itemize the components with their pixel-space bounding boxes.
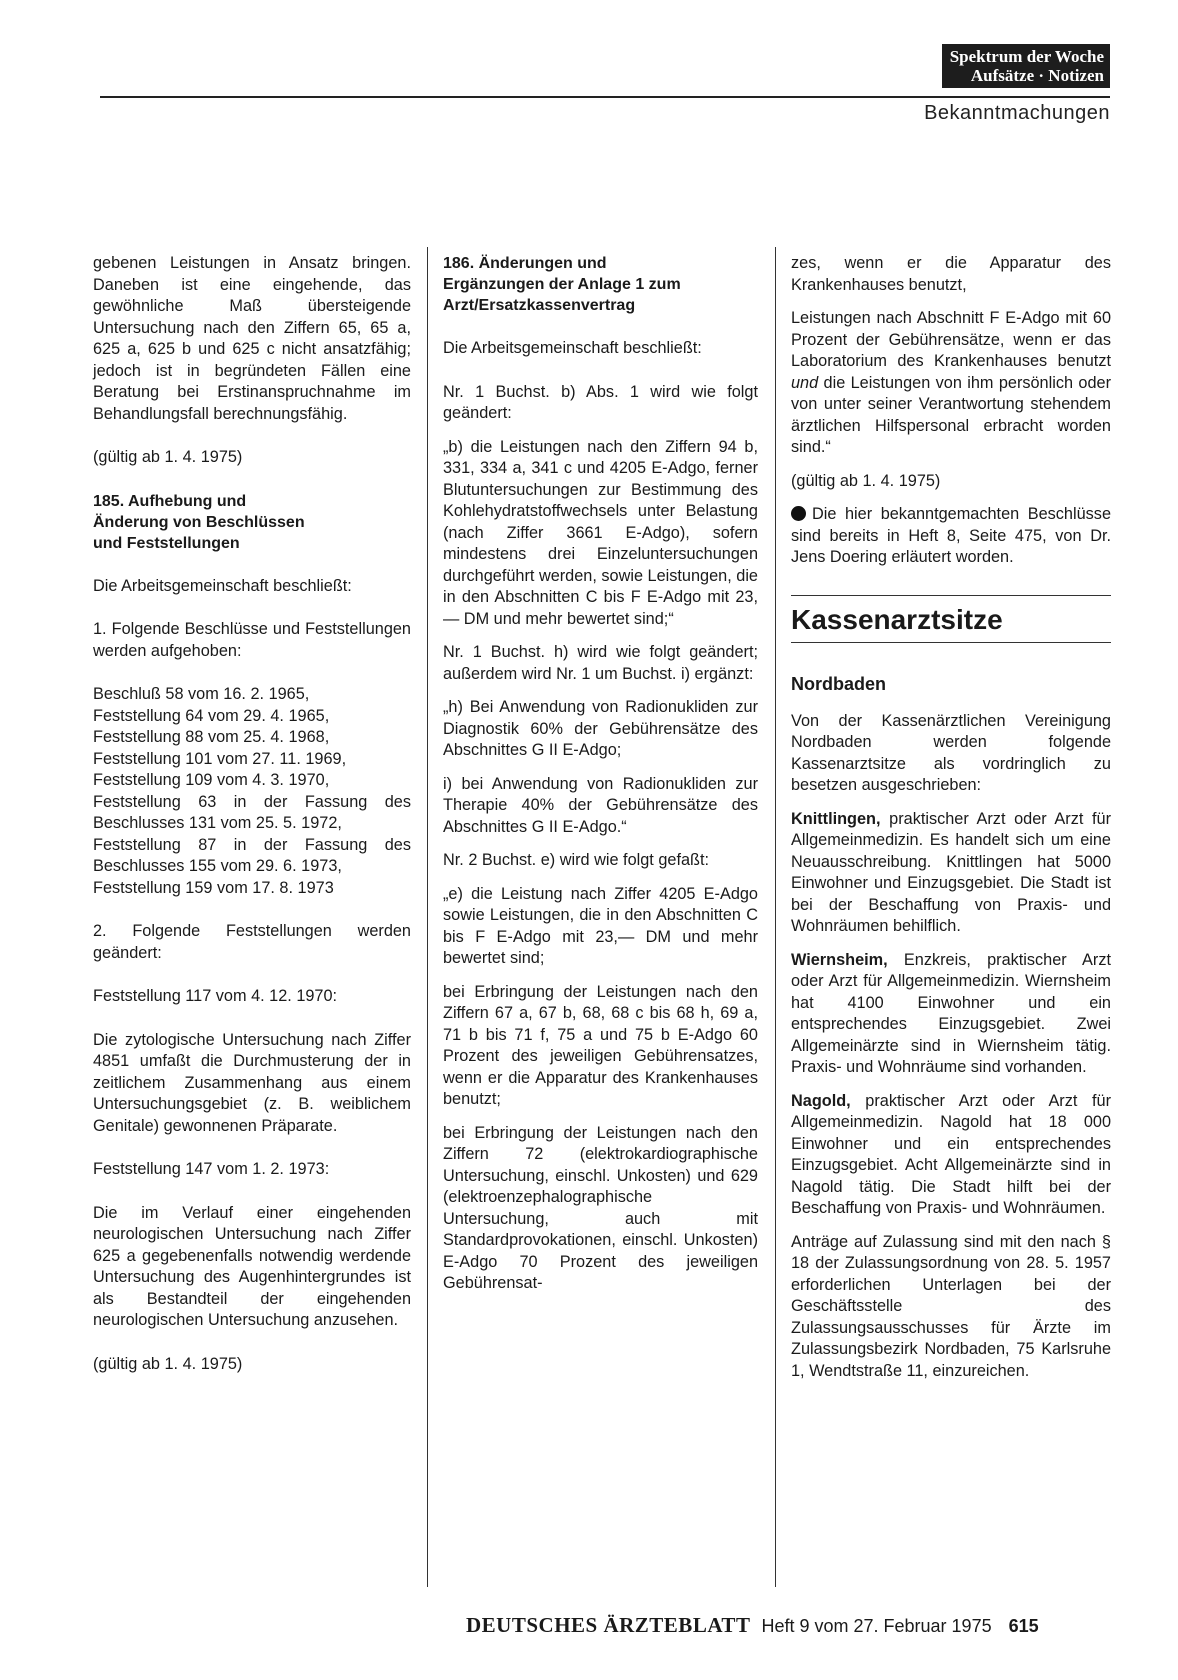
heading-line: 186. Änderungen und (443, 255, 607, 272)
listing-text: Enzkreis, praktischer Arzt oder Arzt für Allgemeinmedizin. Wiernsheim hat 4100 Einwohner und ein entsprechendes Einzugsgebiet. Zwei Allgemeinärzte sind in Wiernsheim tätig. Praxis- und Wohnräume sind vorhanden. (791, 950, 1111, 1076)
paragraph: „e) die Leistung nach Ziffer 4205 E-Adgo sowie Leistungen, die in den Abschnitten C bis F E-Adgo mit 23,— DM und mehr bewertet sind; (443, 884, 758, 967)
section-badge (942, 44, 1110, 88)
place-name: Wiernsheim, (791, 950, 888, 969)
paragraph: Nr. 1 Buchst. h) wird wie folgt geändert; außerdem wird Nr. 1 um Buchst. i) ergänzt: (443, 643, 758, 683)
paragraph: Nr. 1 Buchst. b) Abs. 1 wird wie folgt geändert: (443, 382, 758, 422)
listing-text: praktischer Arzt oder Arzt für Allgemeinmedizin. Es handelt sich um eine Neuausschreibung. Knittlingen hat 5000 Einwohner und Einzugsgebiet. Die Stadt ist bei der Beschaffung von Praxis- und Wohnräumen behilflich. (791, 809, 1111, 935)
title-rule-bottom (791, 642, 1111, 643)
list-item: Feststellung 63 in der Fassung des Beschlusses 131 vom 25. 5. 1972, (93, 792, 411, 832)
section-185-heading (93, 491, 411, 554)
paragraph: i) bei Anwendung von Radionukliden zur Therapie 40% der Gebührensätze des Abschnittes G II E-Adgo.“ (443, 774, 758, 836)
heading-line: Änderung von Beschlüssen (93, 513, 305, 531)
paragraph: 1. Folgende Beschlüsse und Feststellungen werden aufgehoben: (93, 620, 411, 660)
column-1 (93, 253, 411, 1387)
heading-line: Ergänzungen der Anlage 1 zum (443, 276, 681, 293)
badge-line-2: Aufsätze · Notizen (970, 66, 1104, 85)
list-item: Feststellung 88 vom 25. 4. 1968, (93, 728, 330, 746)
region-heading: Nordbaden (791, 673, 887, 694)
paragraph: Anträge auf Zulassung sind mit den nach § 18 der Zulassungsordnung von 28. 5. 1957 erforderlichen Unterlagen bei der Geschäftsstelle des Zulassungsausschusses für Ärzte im Zulassungsbezirk Nordbaden, 75 Karlsruhe 1, Wendtstraße 11, einzureichen. (791, 1232, 1111, 1380)
list-item: Feststellung 159 vom 17. 8. 1973 (93, 878, 334, 897)
section-name: Bekanntmachungen (924, 102, 1110, 124)
paragraph: Die Arbeitsgemeinschaft beschließt: (93, 576, 352, 595)
header-rule (100, 96, 1110, 98)
badge-line-1: Spektrum der Woche (949, 47, 1104, 66)
title-rule-top (791, 595, 1111, 596)
paragraph: gebenen Leistungen in Ansatz bringen. Daneben ist eine eingehende, das gewöhnliche Maß übersteigende Untersuchung nach den Ziffern 65, 65 a, 625 a, 625 b und 625 c nicht ansatzfähig; jedoch ist in begründeten Fällen eine Beratung bei Erstinanspruchnahme im Behandlungsfall berechnungsfähig. (93, 254, 411, 423)
paragraph: „h) Bei Anwendung von Radionukliden zur Diagnostik 60% der Gebührensätze des Abschnittes G II E-Adgo; (443, 698, 758, 759)
text-span: die Leistungen von ihm persönlich oder von unter seiner Verantwortung stehendem ärztlichen Hilfspersonal erbracht worden sind.“ (791, 373, 1111, 456)
paragraph: bei Erbringung der Leistungen nach den Ziffern 67 a, 67 b, 68, 68 c bis 68 h, 69 a, 71 b bis 71 f, 75 a und 75 b E-Adgo 60 Prozent des jeweiligen Gebührensatzes, wenn er die Apparatur des Krankenhauses benutzt; (443, 982, 758, 1108)
list-item: Feststellung 64 vom 29. 4. 1965, (93, 706, 330, 725)
heading-line: 185. Aufhebung und (93, 492, 247, 510)
listing-entry (791, 950, 1111, 1079)
validity-note: (gültig ab 1. 4. 1975) (791, 471, 941, 490)
place-name: Knittlingen, (791, 809, 881, 828)
emphasis: und (791, 373, 819, 392)
magazine-name: DEUTSCHES ÄRZTEBLATT (466, 1613, 751, 1637)
page-number: 615 (1008, 1616, 1039, 1636)
repealed-list (93, 684, 411, 899)
heading-line: und Feststellungen (93, 534, 240, 552)
listing-text: praktischer Arzt oder Arzt für Allgemeinmedizin. Nagold hat 18 000 Einwohner und ein entsprechendes Einzugsgebiet. Acht Allgemeinärzte sind in Nagold tätig. Die Stadt hilft bei der Beschaffung von Praxis- und Wohnräumen. (791, 1091, 1111, 1217)
column-3 (791, 253, 1111, 1394)
editorial-note (791, 504, 1111, 569)
paragraph (791, 308, 1111, 459)
listing-entry (791, 809, 1111, 938)
page-footer (466, 1613, 1039, 1638)
paragraph: „b) die Leistungen nach den Ziffern 94 b, 331, 334 a, 341 c und 4205 E-Adgo, ferner Blutuntersuchungen zur Bestimmung des Kohlehydratstoffwechsels unter Belastung (nach Ziffer 3661 E-Adgo), sofern mindestens drei Einzeluntersuchungen durchgeführt werden, sowie Leistungen, die in den Abschnitten C bis F E-Adgo mit 23,— DM und mehr bewertet sind;“ (443, 437, 758, 628)
column-2 (443, 253, 758, 1307)
column-divider-2 (775, 247, 776, 1587)
paragraph: bei Erbringung der Leistungen nach den Ziffern 72 (elektrokardiographische Untersuchung, einschl. Unkosten) und 629 (elektroenzephalographische Untersuchung, auch mit Standardprovokationen, einschl. Unkosten) E-Adgo 70 Prozent des jeweiligen Gebührensat- (443, 1123, 758, 1292)
paragraph: 2. Folgende Feststellungen werden geändert: (93, 922, 411, 962)
kassenarztsitze-title: Kassenarztsitze (791, 603, 1003, 635)
paragraph: Nr. 2 Buchst. e) wird wie folgt gefaßt: (443, 851, 710, 869)
issue-info: Heft 9 vom 27. Februar 1975 (761, 1616, 992, 1636)
place-name: Nagold, (791, 1091, 851, 1110)
note-text: Die hier bekanntgemachten Beschlüsse sind bereits in Heft 8, Seite 475, von Dr. Jens Doering erläutert worden. (791, 505, 1111, 566)
paragraph: Die im Verlauf einer eingehenden neurologischen Untersuchung nach Ziffer 625 a gegebenenfalls notwendig werdende Untersuchung des Augenhintergrundes ist als Bestandteil der eingehenden neurologischen Untersuchung anzusehen. (93, 1203, 411, 1329)
list-item: Feststellung 101 vom 27. 11. 1969, (93, 749, 347, 768)
paragraph: Feststellung 117 vom 4. 12. 1970: (93, 987, 338, 1005)
paragraph: Feststellung 147 vom 1. 2. 1973: (93, 1160, 330, 1178)
column-divider-1 (427, 247, 428, 1587)
section-186-heading (443, 253, 758, 316)
text-span: Leistungen nach Abschnitt F E-Adgo mit 60 Prozent der Gebührensätze, wenn er das Laboratorium des Krankenhauses benutzt (791, 309, 1111, 370)
list-item: Beschluß 58 vom 16. 2. 1965, (93, 685, 310, 703)
bullet-dot-icon (791, 506, 806, 521)
paragraph: Von der Kassenärztlichen Vereinigung Nordbaden werden folgende Kassenarztsitze als vordringlich zu besetzen ausgeschrieben: (791, 711, 1111, 794)
paragraph: Die Arbeitsgemeinschaft beschließt: (443, 339, 702, 357)
list-item: Feststellung 109 vom 4. 3. 1970, (93, 771, 330, 789)
validity-note: (gültig ab 1. 4. 1975) (93, 1354, 243, 1373)
paragraph: zes, wenn er die Apparatur des Krankenhauses benutzt, (791, 254, 1111, 294)
heading-line: Arzt/Ersatzkassenvertrag (443, 297, 636, 314)
paragraph: Die zytologische Untersuchung nach Ziffer 4851 umfaßt die Durchmusterung der in zeitlichem Zusammenhang aus einem Untersuchungsgebiet (z. B. weiblichem Genitale) gewonnenen Präparate. (93, 1030, 411, 1135)
list-item: Feststellung 87 in der Fassung des Beschlusses 155 vom 29. 6. 1973, (93, 835, 411, 875)
listing-entry (791, 1091, 1111, 1220)
validity-note: (gültig ab 1. 4. 1975) (93, 448, 243, 466)
